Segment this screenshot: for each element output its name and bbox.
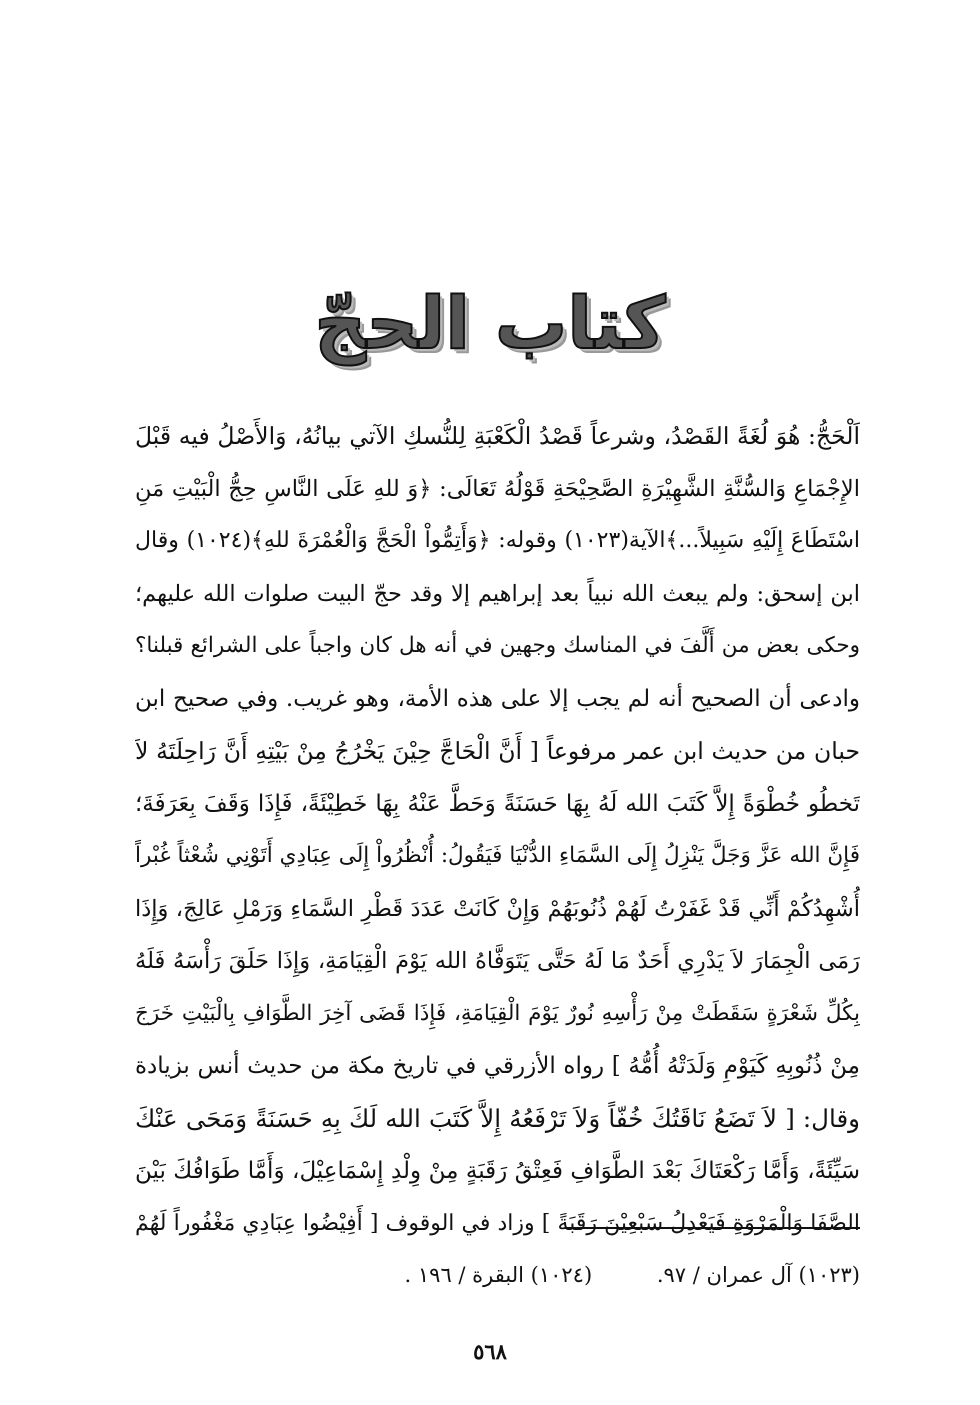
text-line: الإِجْمَاعِ وَالسُّنَّةِ الشَّهِيْرَةِ الصَّحِيْحَةِ قَوْلُهُ تَعَالَى: ﴿وَ للهِ عَلَى النَّاسِ حِجُّ الْبَيْتِ مَنِ xyxy=(135,475,860,502)
page-number: ٥٦٨ xyxy=(473,1339,507,1364)
text-line: اسْتَطَاعَ إِلَيْهِ سَبِيلاً...﴾الآية(١٠٢٣) وقوله: ﴿وَأَتِمُّواْ الْحَجَّ وَالْعُمْرَةَ للهِ﴾(١٠٢٤) وقال xyxy=(135,528,860,553)
footnote-1023: (١٠٢٣) آل عمران / ٩٧. xyxy=(656,1263,860,1287)
text-line: الصَّفَا وَالْمَرْوَةِ فَيَعْدِلُ سَبْعِيْنَ رَقَبَةً ] وزاد في الوقوف [ أَفِيْضُوا عِبَادِي مَغْفُوراً لَهُمْ xyxy=(135,1210,860,1236)
text-line: تَخطُو خُطْوَةً إِلاَّ كَتَبَ الله لَهُ بِهَا حَسَنَةً وَحَطَّ عَنْهُ بِهَا خَطِيْئَةً، فَإِذَا وَقَفَ بِعَرَفَةَ؛ xyxy=(135,790,860,817)
text-line: بِكُلِّ شَعْرَةٍ سَقَطَتْ مِنْ رَأْسِهِ نُورٌ يَوْمَ الْقِيَامَةِ، فَإِذَا قَضَى آخِرَ الطَّوَافِ بِالْبَيْتِ خَرَجَ xyxy=(135,1000,860,1026)
text-line: مِنْ ذُنُوبِهِ كَيَوْمِ وَلَدَتْهُ أُمُّهُ ] رواه الأزرقي في تاريخ مكة من حديث أنس بزيادة xyxy=(135,1053,860,1079)
text-line: سَيِّئَةً، وَأَمَّا رَكْعَتَاكَ بَعْدَ الطَّوَافِ فَعِتْقُ رَقَبَةٍ مِنْ وِلْدِ إِسْمَاعِيْلَ، وَأَمَّا طَوَافُكَ بَيْنَ xyxy=(135,1158,860,1184)
text-line: اَلْحَجُّ: هُوَ لُغَةً القَصْدُ، وشرعاً قَصْدُ الْكَعْبَةِ لِلنُّسكِ الآتي بيانُهُ، وَالأَصْلُ فيه قَبْلَ xyxy=(135,422,860,450)
text-line: حبان من حديث ابن عمر مرفوعاً [ أَنَّ الْحَاجَّ حِيْنَ يَخْرُجُ مِنْ بَيْتِهِ أَنَّ رَاحِلَتَهُ لاَ xyxy=(135,737,860,765)
text-line: أُشْهِدُكُمْ أَنِّي قَدْ غَفَرْتُ لَهُمْ ذُنُوبَهُمْ وَإِنْ كَانَتْ عَدَدَ قَطْرِ السَّمَاءِ وَرَمْلِ عَالِجَ، وَإِذَا xyxy=(135,895,860,922)
body-text xyxy=(135,410,860,1250)
text-line: وحكى بعض من أَلَّفَ في المناسك وجهين في أنه هل كان واجباً على الشرائع قبلنا؟ xyxy=(135,633,860,658)
text-line: فَإِنَّ الله عَزَّ وَجَلَّ يَنْزِلُ إِلَى السَّمَاءِ الدُّنْيَا فَيَقُولُ: أُنْظُرُواْ إِلَى عِبَادِي أَتَوْنِي شُعْثاً غُبْراً xyxy=(135,843,860,868)
footnote-1024: (١٠٢٤) البقرة / ١٩٦ . xyxy=(404,1263,593,1287)
footnotes xyxy=(360,1255,860,1295)
footnote-divider xyxy=(565,1227,860,1229)
text-line: رَمَى الْجِمَارَ لاَ يَدْرِي أَحَدٌ مَا لَهُ حَتَّى يَتَوَفَّاهُ الله يَوْمَ الْقِيَامَةِ، وَإِذَا حَلَقَ رَأْسَهُ فَلَهُ xyxy=(135,948,860,974)
text-line: وقال: [ لاَ تَضَعُ نَاقَتُكَ خُفّاً وَلاَ تَرْفَعُهُ إِلاَّ كَتَبَ الله لَكَ بِهِ حَسَنَةً وَمَحَى عَنْكَ xyxy=(135,1103,860,1133)
chapter-title: كتاب الحجّ xyxy=(314,281,666,365)
text-line: ابن إسحق: ولم يبعث الله نبياً بعد إبراهيم إلا وقد حجّ البيت صلوات الله عليهم؛ xyxy=(135,580,860,607)
text-line: وادعى أن الصحيح أنه لم يجب إلا على هذه الأمة، وهو غريب. وفي صحيح ابن xyxy=(135,685,860,712)
